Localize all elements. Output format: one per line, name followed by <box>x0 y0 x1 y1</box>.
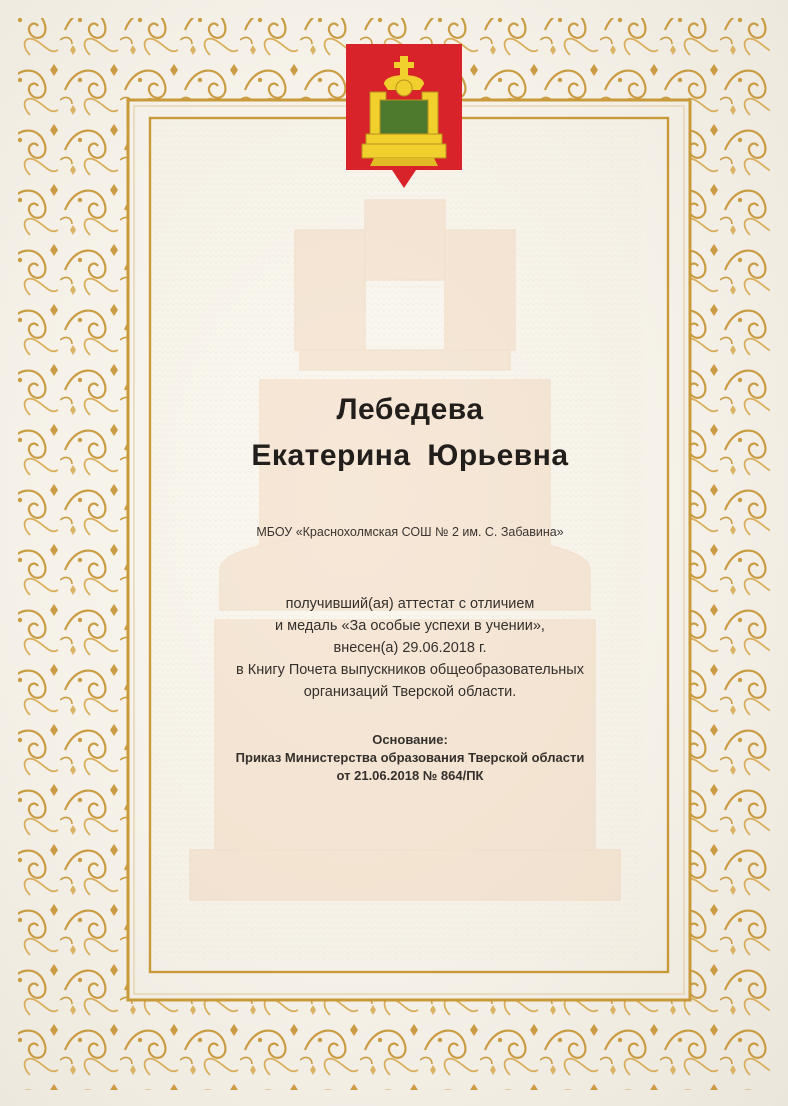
award-text-line: в Книгу Почета выпускников общеобразовательных <box>236 662 584 678</box>
award-text-line: организаций Тверской области. <box>303 684 517 700</box>
basis-heading: Основание: <box>372 732 448 747</box>
tver-coat-of-arms-icon <box>344 42 464 192</box>
recipient-given-names: Екатерина Юрьевна <box>251 439 569 472</box>
award-text-line: получивший(ая) аттестат с отличием <box>285 596 535 612</box>
throne-watermark-icon <box>150 118 668 972</box>
school-name: МБОУ «Краснохолмская СОШ № 2 им. С. Забавина» <box>256 525 564 539</box>
basis-order: Приказ Министерства образования Тверской области <box>235 750 585 765</box>
award-text-line: внесен(а) 29.06.2018 г. <box>333 640 487 656</box>
award-text-line: и медаль «За особые успехи в учении», <box>275 618 545 634</box>
recipient-surname: Лебедева <box>336 393 484 426</box>
basis-order-number: от 21.06.2018 № 864/ПК <box>336 768 484 783</box>
